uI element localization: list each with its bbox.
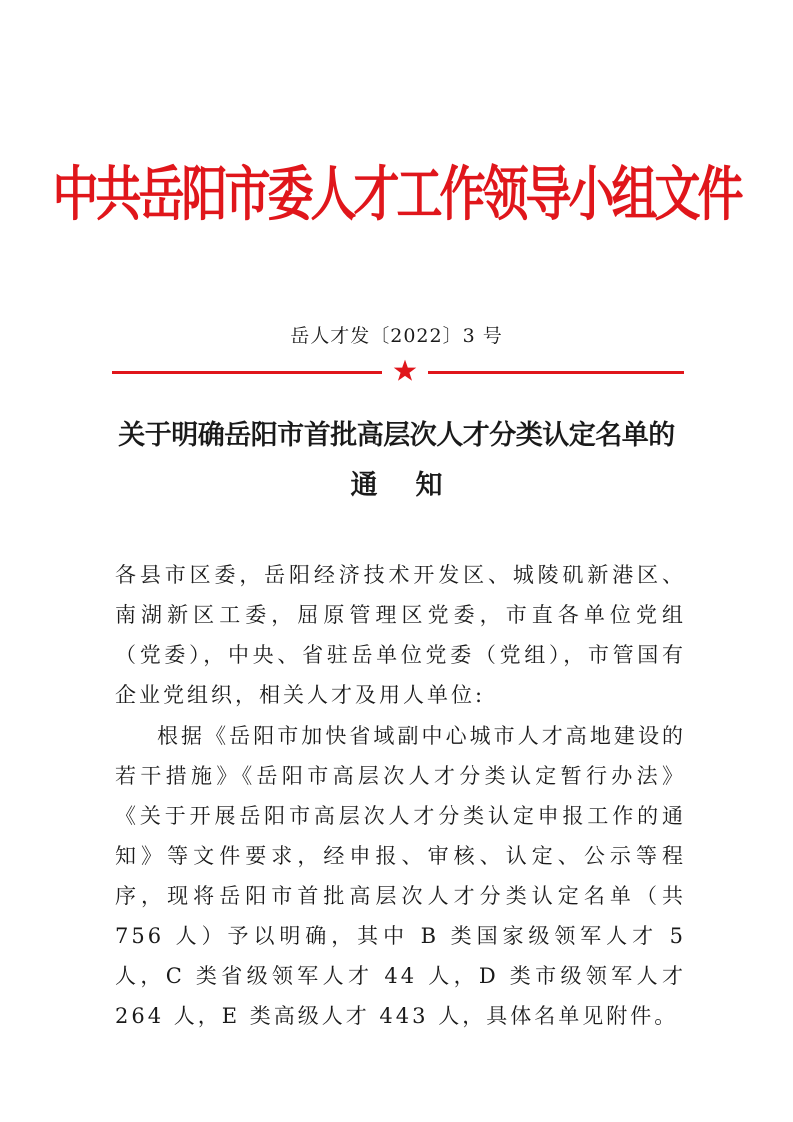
notice-title-line2: 通知: [350, 470, 481, 501]
addressee-text: 各县市区委，岳阳经济技术开发区、城陵矶新港区、南湖新区工委，屈原管理区党委，市直各单位党组（党委），中央、省驻岳单位党委（党组），市管国有企业党组织，相关人才及用人单位:: [115, 563, 686, 707]
red-divider-left: [112, 371, 382, 374]
addressee-paragraph: [115, 555, 686, 715]
document-masthead: 中共岳阳市委人才工作领导小组文件: [52, 159, 741, 229]
red-star-icon: [392, 358, 418, 384]
body-paragraph-text: 根据《岳阳市加快省域副中心城市人才高地建设的若干措施》《岳阳市高层次人才分类认定暂行办法》《关于开展岳阳市高层次人才分类认定申报工作的通知》等文件要求，经申报、审核、认定、公示等程序，现将岳阳市首批高层次人才分类认定名单（共 756 人）予以明确，其中 B 类国家级领军人才 5 人，C 类省级领军人才 44 人，D 类市级领军人才 264 人，E 类高级人才 443 人，具体名单见附件。: [115, 724, 686, 1028]
document-number: 岳人才发〔2022〕3 号: [290, 325, 503, 347]
red-divider-right: [428, 371, 684, 374]
notice-title-line1: 关于明确岳阳市首批高层次人才分类认定名单的: [118, 420, 675, 451]
body-paragraph: [115, 716, 686, 1036]
